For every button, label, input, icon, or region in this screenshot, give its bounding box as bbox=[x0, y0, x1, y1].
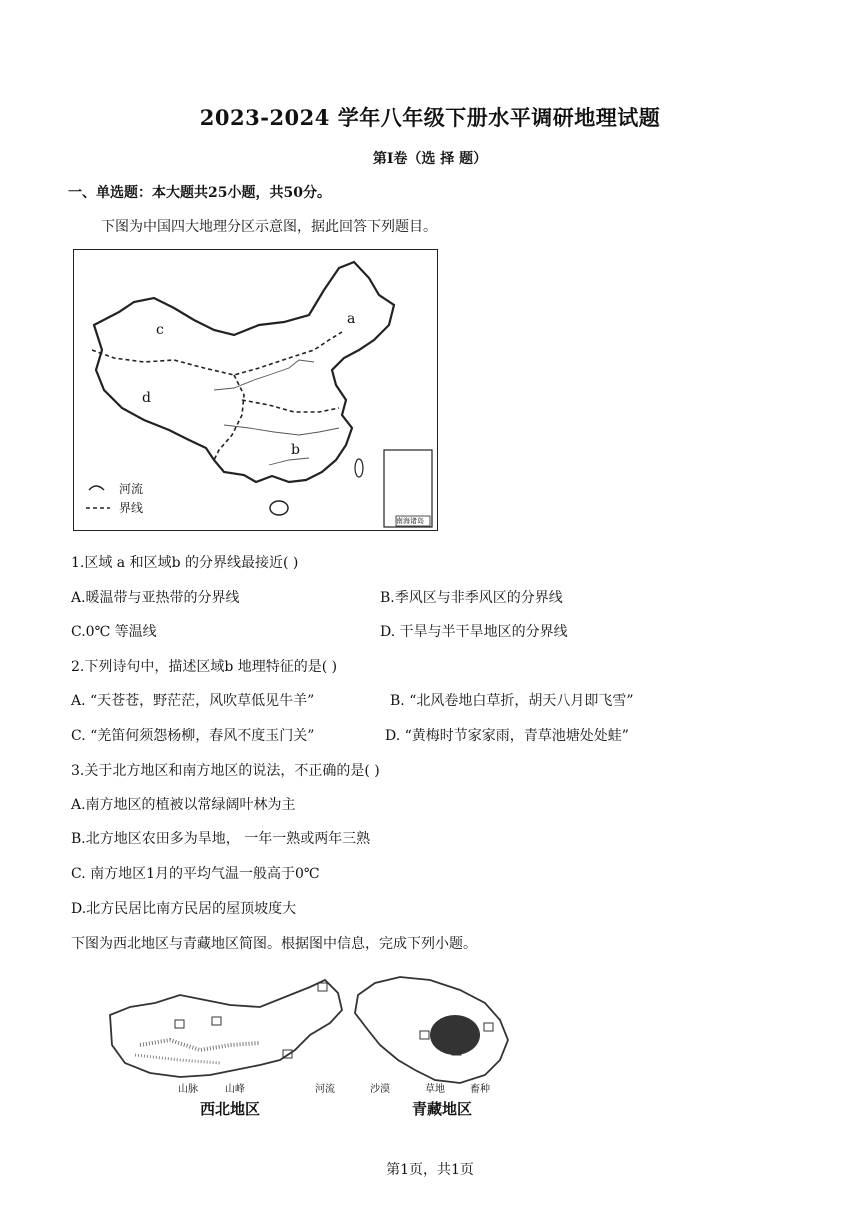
question-1-option-a: A.暖温带与亚热带的分界线 bbox=[71, 590, 240, 606]
question-2-option-c: C. “羌笛何须怨杨柳，春风不度玉门关” bbox=[71, 728, 315, 744]
legend-desert: 沙漠 bbox=[370, 1084, 390, 1095]
question-2-stem: 2.下列诗句中，描述区域b 地理特征的是( ) bbox=[71, 659, 338, 675]
question-3-option-c: C. 南方地区1月的平均气温一般高于0℃ bbox=[71, 866, 320, 882]
intro-paragraph-2: 下图为西北地区与青藏地区简图。根据图中信息，完成下列小题。 bbox=[71, 936, 477, 952]
legend-mountain: 山脉 bbox=[178, 1084, 198, 1095]
region-label-northwest: 西北地区 bbox=[200, 1100, 261, 1118]
question-1-stem: 1.区域 a 和区域b 的分界线最接近( ) bbox=[71, 555, 299, 571]
legend-river-label: 河流 bbox=[119, 482, 144, 496]
legend-grassland: 草地 bbox=[425, 1084, 445, 1095]
page-title: 2023-2024 学年八年级下册水平调研地理试题 bbox=[199, 105, 661, 130]
question-1-option-d: D. 干旱与半干旱地区的分界线 bbox=[380, 624, 568, 640]
intro-paragraph-1: 下图为中国四大地理分区示意图，据此回答下列题目。 bbox=[101, 219, 437, 235]
region-label-d: d bbox=[142, 390, 151, 406]
legend-river: 河流 bbox=[315, 1084, 335, 1095]
question-1-option-b: B.季风区与非季风区的分界线 bbox=[380, 590, 563, 606]
region-label-c: c bbox=[156, 322, 164, 338]
question-1-option-c: C.0℃ 等温线 bbox=[71, 624, 157, 640]
legend-peak: 山峰 bbox=[225, 1084, 245, 1095]
question-3-option-d: D.北方民居比南方民居的屋顶坡度大 bbox=[71, 901, 297, 917]
page-footer: 第1页，共1页 bbox=[386, 1162, 474, 1178]
question-3-option-a: A.南方地区的植被以常绿阔叶林为主 bbox=[71, 797, 296, 813]
section-heading: 一、单选题：本大题共25小题，共50分。 bbox=[68, 185, 331, 201]
question-2-option-b: B. “北风卷地白草折，胡天八月即飞雪” bbox=[390, 693, 634, 709]
question-3-option-b: B.北方地区农田多为旱地， 一年一熟或两年三熟 bbox=[71, 831, 371, 847]
region-label-b: b bbox=[291, 442, 300, 458]
question-2-option-a: A. “天苍苍，野茫茫，风吹草低见牛羊” bbox=[71, 693, 315, 709]
legend-border-label: 界线 bbox=[119, 501, 144, 515]
question-3-stem: 3.关于北方地区和南方地区的说法，不正确的是( ) bbox=[71, 763, 380, 779]
china-regions-map bbox=[73, 249, 438, 531]
region-label-a: a bbox=[347, 311, 356, 327]
region-label-tibet: 青藏地区 bbox=[412, 1100, 473, 1118]
northwest-tibet-map bbox=[100, 965, 530, 1125]
inset-label: 南海诸岛 bbox=[396, 517, 424, 525]
page-subtitle: 第Ⅰ卷（选 择 题） bbox=[372, 151, 488, 167]
question-2-option-d: D. “黄梅时节家家雨，青草池塘处处蛙” bbox=[385, 728, 629, 744]
legend-livestock: 畜种 bbox=[470, 1084, 490, 1095]
